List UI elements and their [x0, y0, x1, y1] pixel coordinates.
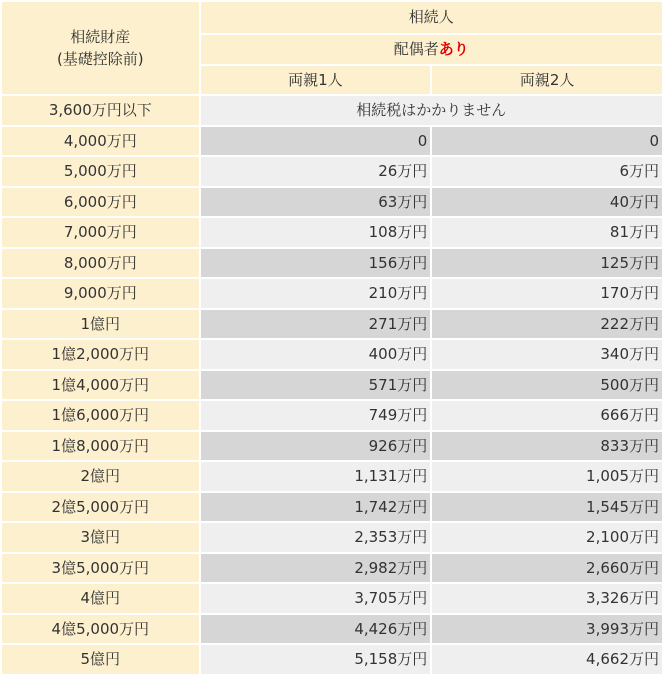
one-parent-tax-cell: 926万円 — [201, 432, 431, 461]
two-parents-tax-cell: 4,662万円 — [432, 645, 662, 674]
one-parent-tax-cell: 2,353万円 — [201, 523, 431, 552]
property-cell: 2億5,000万円 — [2, 493, 199, 522]
one-parent-tax-cell: 1,742万円 — [201, 493, 431, 522]
table-row — [2, 584, 662, 613]
one-parent-tax-cell: 749万円 — [201, 401, 431, 430]
two-parents-tax-cell: 125万円 — [432, 249, 662, 278]
property-cell: 4,000万円 — [2, 127, 199, 156]
two-parents-tax-cell: 2,660万円 — [432, 554, 662, 583]
one-parent-tax-cell: 63万円 — [201, 188, 431, 217]
header-row-heirs — [2, 2, 662, 33]
two-parents-tax-cell: 2,100万円 — [432, 523, 662, 552]
one-parent-tax-cell: 2,982万円 — [201, 554, 431, 583]
one-parent-tax-cell: 0 — [201, 127, 431, 156]
table-row — [2, 249, 662, 278]
property-cell: 1億4,000万円 — [2, 371, 199, 400]
two-parents-tax-cell: 1,005万円 — [432, 462, 662, 491]
two-parents-tax-cell: 6万円 — [432, 157, 662, 186]
property-cell: 1億円 — [2, 310, 199, 339]
one-parent-tax-cell: 108万円 — [201, 218, 431, 247]
one-parent-tax-cell: 26万円 — [201, 157, 431, 186]
table-row — [2, 554, 662, 583]
nontax-text-cell: 相続税はかかりません — [201, 96, 662, 125]
two-parents-tax-cell: 666万円 — [432, 401, 662, 430]
one-parent-tax-cell: 3,705万円 — [201, 584, 431, 613]
property-cell: 2億円 — [2, 462, 199, 491]
table-row — [2, 371, 662, 400]
table-row — [2, 340, 662, 369]
table-row — [2, 523, 662, 552]
two-parents-tax-cell: 81万円 — [432, 218, 662, 247]
property-column-header — [2, 2, 199, 94]
one-parent-tax-cell: 1,131万円 — [201, 462, 431, 491]
two-parents-tax-cell: 170万円 — [432, 279, 662, 308]
table-row — [2, 432, 662, 461]
table-row — [2, 188, 662, 217]
table-row — [2, 218, 662, 247]
two-parents-tax-cell: 500万円 — [432, 371, 662, 400]
property-header-line1: 相続財産 — [70, 28, 131, 46]
spouse-header — [201, 35, 662, 64]
one-parent-tax-cell: 4,426万円 — [201, 615, 431, 644]
property-cell: 1億8,000万円 — [2, 432, 199, 461]
heirs-header: 相続人 — [201, 2, 662, 33]
property-header-line2: (基礎控除前) — [56, 50, 144, 68]
spouse-label: 配偶者 — [393, 40, 439, 58]
two-parents-tax-cell: 0 — [432, 127, 662, 156]
two-parents-tax-cell: 3,326万円 — [432, 584, 662, 613]
property-cell: 7,000万円 — [2, 218, 199, 247]
property-cell: 8,000万円 — [2, 249, 199, 278]
table-row — [2, 615, 662, 644]
one-parent-tax-cell: 571万円 — [201, 371, 431, 400]
property-cell: 4億円 — [2, 584, 199, 613]
table-row — [2, 279, 662, 308]
two-parents-tax-cell: 833万円 — [432, 432, 662, 461]
property-cell: 1億6,000万円 — [2, 401, 199, 430]
property-cell: 9,000万円 — [2, 279, 199, 308]
two-parents-tax-cell: 3,993万円 — [432, 615, 662, 644]
table-row — [2, 493, 662, 522]
property-cell: 1億2,000万円 — [2, 340, 199, 369]
two-parents-tax-cell: 340万円 — [432, 340, 662, 369]
table-row — [2, 310, 662, 339]
two-parents-tax-cell: 222万円 — [432, 310, 662, 339]
property-cell: 5億円 — [2, 645, 199, 674]
property-cell: 3億5,000万円 — [2, 554, 199, 583]
one-parent-tax-cell: 210万円 — [201, 279, 431, 308]
nontax-row — [2, 96, 662, 125]
table-row — [2, 462, 662, 491]
one-parent-tax-cell: 156万円 — [201, 249, 431, 278]
two-parents-header: 両親2人 — [432, 66, 662, 95]
table-row — [2, 645, 662, 674]
two-parents-tax-cell: 40万円 — [432, 188, 662, 217]
property-cell: 4億5,000万円 — [2, 615, 199, 644]
spouse-value: あり — [438, 40, 469, 58]
property-cell: 3億円 — [2, 523, 199, 552]
table-row — [2, 127, 662, 156]
one-parent-tax-cell: 400万円 — [201, 340, 431, 369]
nontax-property-cell: 3,600万円以下 — [2, 96, 199, 125]
one-parent-header: 両親1人 — [201, 66, 431, 95]
property-cell: 5,000万円 — [2, 157, 199, 186]
table-row — [2, 401, 662, 430]
table-row — [2, 157, 662, 186]
one-parent-tax-cell: 5,158万円 — [201, 645, 431, 674]
property-cell: 6,000万円 — [2, 188, 199, 217]
two-parents-tax-cell: 1,545万円 — [432, 493, 662, 522]
one-parent-tax-cell: 271万円 — [201, 310, 431, 339]
